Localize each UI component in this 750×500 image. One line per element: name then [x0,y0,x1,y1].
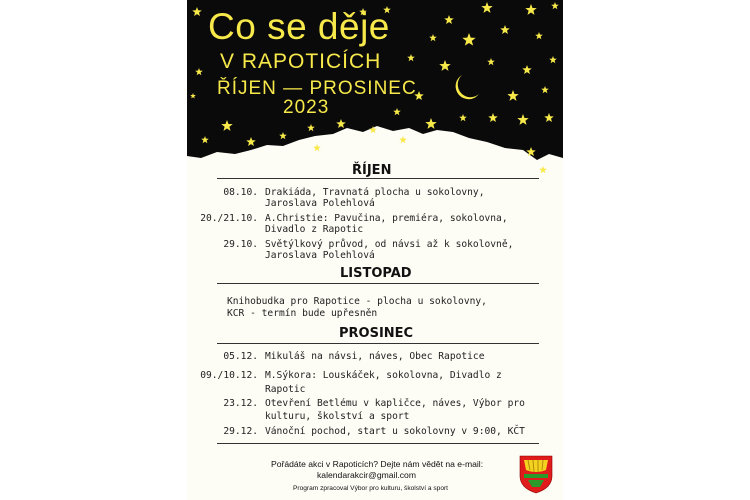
poster-title: Co se děje [208,6,390,47]
event-text: Mikuláš na návsi, náves, Obec Rapotice [265,351,485,362]
event-date: 08.10. [223,187,258,198]
poster-subtitle: V RAPOTICÍCH [220,50,382,73]
star-icon [313,144,321,151]
section-heading-december: PROSINEC [339,326,414,341]
event-text: kulturu, školství a sport [265,411,410,422]
divider-november [217,283,539,284]
poster-date-range: ŘÍJEN — PROSINEC [217,78,417,99]
event-text: Vánoční pochod, start u sokolovny v 9:00, KČT [265,426,525,437]
event-text: A.Christie: Pavučina, premiéra, sokolovna, [265,213,508,224]
coat-of-arms-icon [518,454,554,494]
november-text: Knihobudka pro Rapotice - plocha u sokolovny, [227,296,487,307]
footer-invite: Pořádáte akci v Rapoticích? Dejte nám vědět na e-mail: [271,459,484,469]
event-date: 05.12. [223,351,258,362]
section-heading-october: ŘÍJEN [352,163,392,178]
divider-footer [217,443,539,444]
star-icon [539,166,547,173]
event-text: Světýlkový průvod, od návsi až k sokolovně, [265,239,514,250]
event-date: 09./10.12. [200,370,258,381]
event-date: 29.12. [223,426,258,437]
event-date: 23.12. [223,398,258,409]
footer-email[interactable]: kalendarakcir@gmail.com [317,470,416,480]
divider-december [217,343,539,344]
event-date: 20./21.10. [200,213,258,224]
event-text: Divadlo z Rapotic [265,224,364,235]
footer-credit: Program zpracoval Výbor pro kulturu, školství a sport [293,485,449,492]
section-heading-november: LISTOPAD [340,266,412,281]
poster-year: 2023 [283,97,330,118]
event-text: Drakiáda, Travnatá plocha u sokolovny, [265,187,485,198]
divider-october [217,178,539,179]
event-text: M.Sýkora: Louskáček, sokolovna, Divadlo z [265,370,502,381]
star-icon [399,136,407,143]
november-text: KCR - termín bude upřesněn [227,308,378,319]
event-text: Otevření Betlému v kapličce, náves, Výbor pro [265,398,525,409]
event-date: 29.10. [223,239,258,250]
event-text: Rapotic [265,384,306,395]
event-poster [187,0,563,500]
event-text: Jaroslava Polehlová [265,198,375,209]
event-text: Jaroslava Polehlová [265,250,375,261]
